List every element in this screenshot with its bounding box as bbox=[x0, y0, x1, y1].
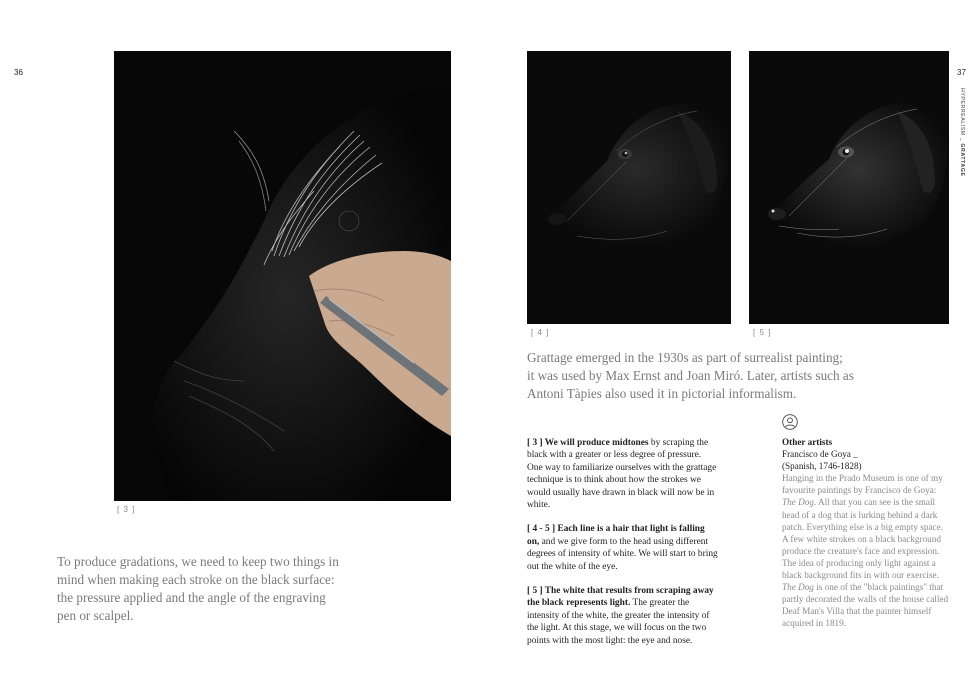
photo-figure-5 bbox=[749, 51, 949, 324]
sidebar-title: Other artists bbox=[782, 437, 833, 447]
sidebar-dates: (Spanish, 1746-1828) bbox=[782, 461, 862, 472]
figure-4-caption: [ 4 ] bbox=[531, 328, 550, 337]
sidebar-text-part: is one of the "black paintings" that partly decorated the walls of the house called Deaf Man's Villa that the painter himself acquired in 1819. bbox=[782, 582, 949, 629]
sidebar-text bbox=[782, 472, 950, 629]
figure-3-illustration bbox=[114, 51, 451, 501]
left-page-text bbox=[57, 553, 397, 625]
photo-figure-4 bbox=[527, 51, 731, 324]
photo-figure-3 bbox=[114, 51, 451, 501]
intro-line: Antoni Tàpies also used it in pictorial informalism. bbox=[527, 386, 797, 401]
sidebar-artist: Francisco de Goya _ bbox=[782, 449, 858, 460]
sidebar-text-part: . All that you can see is the small head of a dog that is lurking behind a dark patch. Everything else is a big empty space. A few white strokes on a black background produce the creature's face and expression. The idea of producing only light against a black background fits in with our exercise. bbox=[782, 497, 943, 581]
step-paragraph-5 bbox=[527, 585, 719, 647]
figure-5-caption: [ 5 ] bbox=[753, 328, 772, 337]
left-text-line: To produce gradations, we need to keep two things in bbox=[57, 554, 339, 569]
step-heading: [ 3 ] We will produce midtones bbox=[527, 438, 649, 448]
sidebar-italic-title: The Dog bbox=[782, 497, 814, 508]
figure-3-caption: [ 3 ] bbox=[117, 505, 136, 514]
intro-line: it was used by Max Ernst and Joan Miró. Later, artists such as bbox=[527, 368, 854, 383]
figure-5-illustration bbox=[749, 51, 949, 324]
steps-column bbox=[527, 437, 719, 659]
left-text-line: the pressure applied and the angle of the engraving bbox=[57, 590, 326, 605]
step-text: and we give form to the head using different degrees of intensity of white. We will start to bring out the white of the eye. bbox=[527, 536, 718, 572]
left-text-line: pen or scalpel. bbox=[57, 608, 134, 623]
step-heading: [ 4 - 5 ] Each line is a hair that light is falling on, bbox=[527, 524, 705, 547]
other-artists-sidebar bbox=[782, 414, 950, 630]
person-icon bbox=[782, 414, 798, 430]
intro-paragraph bbox=[527, 349, 927, 403]
left-text-line: mind when making each stroke on the black surface: bbox=[57, 572, 335, 587]
step-paragraph-4-5 bbox=[527, 523, 719, 573]
page-number-left: 36 bbox=[14, 68, 23, 77]
running-head-part2: GRATTAGE bbox=[959, 143, 965, 177]
running-head bbox=[959, 88, 965, 177]
step-text: The greater the intensity of the white, the greater the intensity of the light. At this stage, we will focus on the two points with the most light: the eye and nose. bbox=[527, 598, 710, 646]
sidebar-text-part: Hanging in the Prado Museum is one of my favourite paintings by Francisco de Goya: bbox=[782, 473, 943, 496]
running-head-part1: HYPERREALISM _ bbox=[959, 88, 965, 144]
step-paragraph-3 bbox=[527, 437, 719, 511]
page-number-right: 37 bbox=[957, 68, 966, 77]
step-text: by scraping the black with a greater or less degree of pressure. One way to familiarize ourselves with the grattage technique is to think about how the strokes we would usually have drawn in black will now be in white. bbox=[527, 438, 717, 511]
sidebar-italic-title: The Dog bbox=[782, 582, 814, 593]
figure-4-illustration bbox=[527, 51, 731, 324]
intro-line: Grattage emerged in the 1930s as part of surrealist painting; bbox=[527, 350, 843, 365]
step-heading: [ 5 ] The white that results from scraping away the black represents light. bbox=[527, 586, 714, 609]
